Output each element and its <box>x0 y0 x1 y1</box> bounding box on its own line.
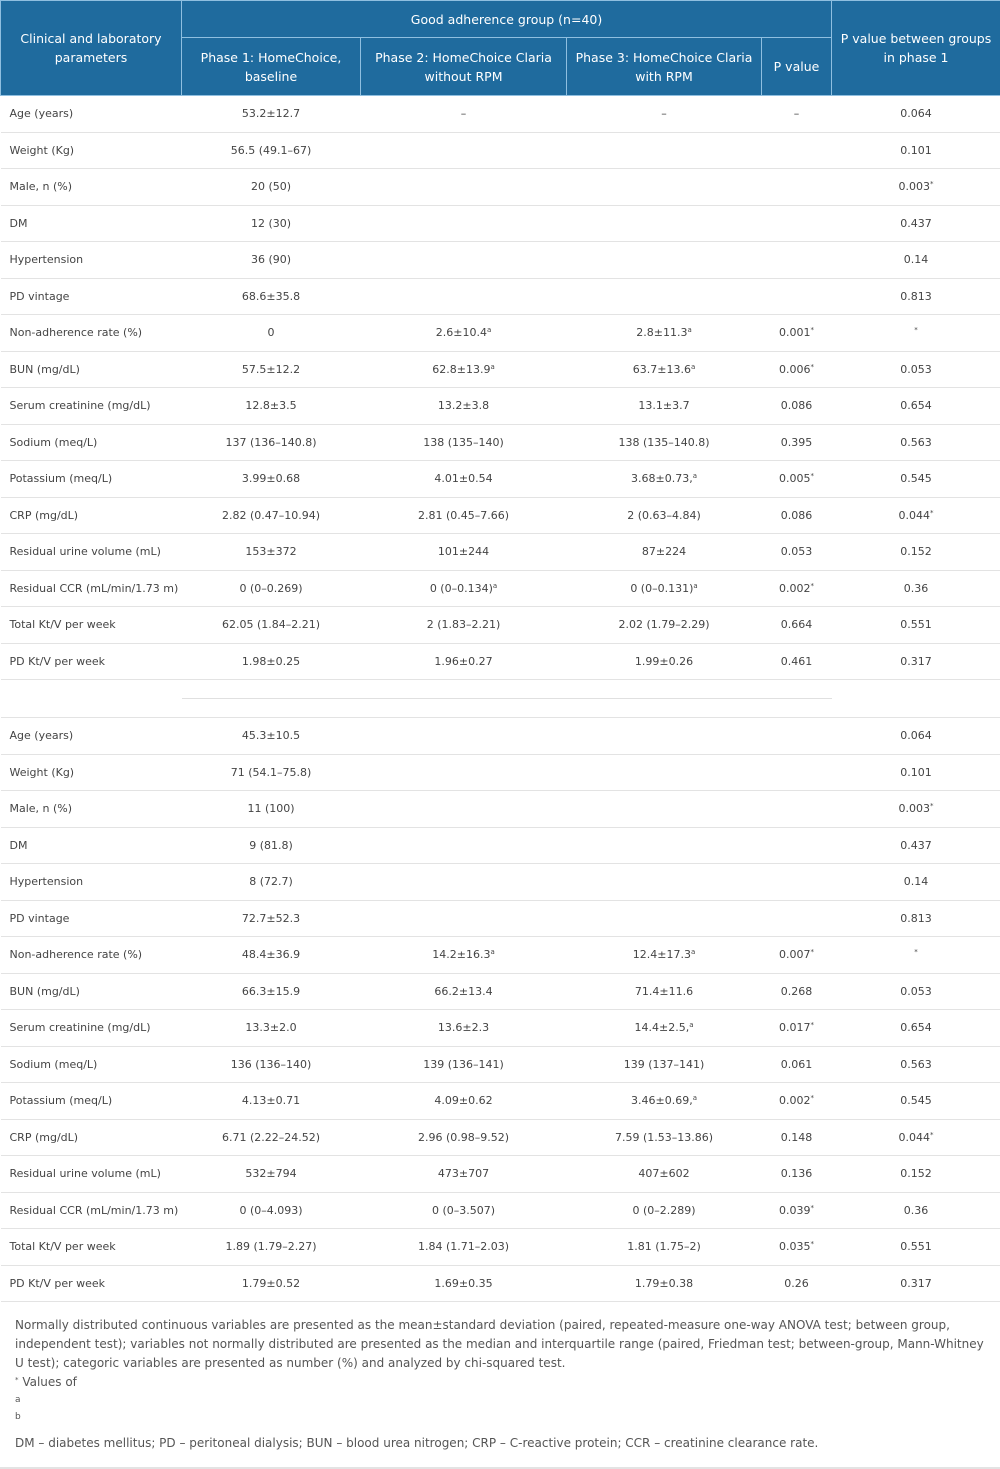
table-row <box>1 351 1000 388</box>
p-value: 0.664 <box>762 607 832 644</box>
table-row <box>1 534 1000 571</box>
phase1-value: 45.3±10.5 <box>182 718 361 755</box>
p-between-groups: 0.064 <box>832 96 1000 133</box>
p-between-groups: 0.101 <box>832 132 1000 169</box>
p-between-groups: 0.563 <box>832 424 1000 461</box>
table-row <box>1 1229 1000 1266</box>
phase3-value: 3.68±0.73,$^a$ <box>567 461 762 498</box>
p-between-groups: 0.813 <box>832 900 1000 937</box>
phase1-value: 0 (0–4.093) <box>182 1192 361 1229</box>
separator-cell <box>832 680 1000 699</box>
p-between-groups: 0.813 <box>832 278 1000 315</box>
phase1-value: 53.2±12.7 <box>182 96 361 133</box>
phase2-value: 2.81 (0.45–7.66) <box>361 497 567 534</box>
p-value: 0.039* <box>762 1192 832 1229</box>
phase1-value: 532±794 <box>182 1156 361 1193</box>
p-value: – <box>762 96 832 133</box>
phase3-value: 1.79±0.38 <box>567 1265 762 1302</box>
phase3-value: 13.1±3.7 <box>567 388 762 425</box>
phase1-value: 3.99±0.68 <box>182 461 361 498</box>
phase1-value: 12.8±3.5 <box>182 388 361 425</box>
table-header <box>1 1 1000 96</box>
p-value: 0.086 <box>762 388 832 425</box>
parameter-label: PD vintage <box>1 900 182 937</box>
table-row <box>1 1046 1000 1083</box>
phase2-value <box>361 900 567 937</box>
header-phase-2: Phase 2: HomeChoice Claria without RPM <box>361 38 567 96</box>
phase3-value: 14.4±2.5,$^a$ <box>567 1010 762 1047</box>
p-between-groups: 0.044* <box>832 1119 1000 1156</box>
phase1-value: 9 (81.8) <box>182 827 361 864</box>
table-row <box>1 570 1000 607</box>
phase2-value: 62.8±13.9$^a$ <box>361 351 567 388</box>
phase1-value: 153±372 <box>182 534 361 571</box>
p-value: 0.053 <box>762 534 832 571</box>
p-value <box>762 169 832 206</box>
p-between-groups: 0.003* <box>832 791 1000 828</box>
p-value: 0.26 <box>762 1265 832 1302</box>
phase1-value: 66.3±15.9 <box>182 973 361 1010</box>
phase1-value: 137 (136–140.8) <box>182 424 361 461</box>
phase1-value: 56.5 (49.1–67) <box>182 132 361 169</box>
phase1-value: 36 (90) <box>182 242 361 279</box>
separator-line <box>182 680 832 699</box>
p-value: 0.136 <box>762 1156 832 1193</box>
phase3-value: 63.7±13.6$^a$ <box>567 351 762 388</box>
phase3-value <box>567 242 762 279</box>
phase1-value: 68.6±35.8 <box>182 278 361 315</box>
methods-note: Normally distributed continuous variables are presented as the mean±standard deviation (paired, repeated-measure one-way ANOVA test; between group, independent test); variables not normally distributed are presented as the median and interquartile range (paired, Friedman test; between-group, Mann-Whitney U test); categoric variables are presented as number (%) and analyzed by chi-squared test. <box>15 1316 985 1373</box>
phase1-value: 12 (30) <box>182 205 361 242</box>
phase3-value <box>567 205 762 242</box>
parameter-label: Total Kt/V per week <box>1 1229 182 1266</box>
phase2-value: 0 $(0-0.134)^a$ <box>361 570 567 607</box>
phase1-value: 71 (54.1–75.8) <box>182 754 361 791</box>
table-footnotes <box>0 1302 1000 1469</box>
phase2-value: 138 (135–140) <box>361 424 567 461</box>
p-value: 0.086 <box>762 497 832 534</box>
phase2-value <box>361 718 567 755</box>
phase3-value: – <box>567 96 762 133</box>
p-between-groups: 0.003* <box>832 169 1000 206</box>
phase3-value <box>567 169 762 206</box>
table-row <box>1 169 1000 206</box>
phase2-value: 139 (136–141) <box>361 1046 567 1083</box>
phase2-value: 2.6±10.4$^a$ <box>361 315 567 352</box>
table-row <box>1 388 1000 425</box>
phase2-value: 1.69±0.35 <box>361 1265 567 1302</box>
parameter-label: PD Kt/V per week <box>1 643 182 680</box>
p-between-groups: * <box>832 315 1000 352</box>
phase3-value: 7.59 (1.53–13.86) <box>567 1119 762 1156</box>
p-between-groups: 0.064 <box>832 718 1000 755</box>
p-value: 0.461 <box>762 643 832 680</box>
parameter-label: Hypertension <box>1 864 182 901</box>
phase1-value: 2.82 (0.47–10.94) <box>182 497 361 534</box>
phase3-value: 407±602 <box>567 1156 762 1193</box>
table-row <box>1 278 1000 315</box>
phase2-value: – <box>361 96 567 133</box>
p-value: 0.268 <box>762 973 832 1010</box>
separator-cell <box>1 699 1000 718</box>
phase3-value: 0 $(0-0.131)^a$ <box>567 570 762 607</box>
parameter-label: Sodium (meq/L) <box>1 424 182 461</box>
table-row <box>1 607 1000 644</box>
footnote-a: a <box>15 1392 985 1409</box>
parameter-label: Male, n (%) <box>1 791 182 828</box>
phase2-value: 0 (0–3.507) <box>361 1192 567 1229</box>
parameter-label: Residual CCR (mL/min/1.73 m) <box>1 1192 182 1229</box>
table-row <box>1 1192 1000 1229</box>
phase2-value <box>361 205 567 242</box>
phase1-value: 62.05 (1.84–2.21) <box>182 607 361 644</box>
phase1-value: 20 (50) <box>182 169 361 206</box>
phase3-value <box>567 791 762 828</box>
parameter-label: PD Kt/V per week <box>1 1265 182 1302</box>
p-value <box>762 278 832 315</box>
phase3-value: 12.4±17.3$^a$ <box>567 937 762 974</box>
phase2-value <box>361 827 567 864</box>
phase3-value <box>567 718 762 755</box>
phase1-value: 0 <box>182 315 361 352</box>
p-between-groups: 0.545 <box>832 1083 1000 1120</box>
phase2-value: 101±244 <box>361 534 567 571</box>
section-good-adherence <box>1 96 1000 680</box>
phase3-value <box>567 864 762 901</box>
table-row <box>1 315 1000 352</box>
parameter-label: Potassium (meq/L) <box>1 1083 182 1120</box>
phase3-value: 2.8±11.3$^a$ <box>567 315 762 352</box>
phase2-value: 473±707 <box>361 1156 567 1193</box>
p-between-groups: * <box>832 937 1000 974</box>
phase2-value <box>361 132 567 169</box>
header-p-value: P value <box>762 38 832 96</box>
phase3-value: 1.99±0.26 <box>567 643 762 680</box>
phase1-value: 57.5±12.2 <box>182 351 361 388</box>
parameter-label: PD vintage <box>1 278 182 315</box>
header-parameters: Clinical and laboratory parameters <box>1 1 182 96</box>
phase3-value: 3.46±0.69,$^a$ <box>567 1083 762 1120</box>
table-row <box>1 461 1000 498</box>
phase2-value: 66.2±13.4 <box>361 973 567 1010</box>
p-between-groups: 0.152 <box>832 1156 1000 1193</box>
footnote-b: b <box>15 1409 985 1426</box>
p-value: 0.006* <box>762 351 832 388</box>
phase1-value: 72.7±52.3 <box>182 900 361 937</box>
star-note: * Values of <box>15 1373 985 1392</box>
section-poor-adherence <box>1 718 1000 1302</box>
phase3-value <box>567 132 762 169</box>
phase3-value <box>567 827 762 864</box>
table-row <box>1 132 1000 169</box>
phase3-value <box>567 278 762 315</box>
phase3-value: 0 (0–2.289) <box>567 1192 762 1229</box>
parameter-label: BUN (mg/dL) <box>1 973 182 1010</box>
table-row <box>1 1010 1000 1047</box>
phase1-value: 11 (100) <box>182 791 361 828</box>
phase2-value <box>361 754 567 791</box>
abbreviations-note: DM – diabetes mellitus; PD – peritoneal dialysis; BUN – blood urea nitrogen; CRP – C-reactive protein; CCR – creatinine clearance rate. <box>15 1434 985 1453</box>
phase2-value: 2 (1.83–2.21) <box>361 607 567 644</box>
table-row <box>1 1156 1000 1193</box>
phase1-value: 1.79±0.52 <box>182 1265 361 1302</box>
table-row <box>1 1119 1000 1156</box>
p-between-groups: 0.654 <box>832 388 1000 425</box>
table-row <box>1 643 1000 680</box>
parameter-label: DM <box>1 205 182 242</box>
p-between-groups: 0.14 <box>832 242 1000 279</box>
phase2-value: 2.96 (0.98–9.52) <box>361 1119 567 1156</box>
phase1-value: 4.13±0.71 <box>182 1083 361 1120</box>
p-between-groups: 0.654 <box>832 1010 1000 1047</box>
phase2-value: 13.6±2.3 <box>361 1010 567 1047</box>
p-value <box>762 900 832 937</box>
p-value: 0.005* <box>762 461 832 498</box>
p-value: 0.148 <box>762 1119 832 1156</box>
phase1-value: 136 (136–140) <box>182 1046 361 1083</box>
phase1-value: 0 (0–0.269) <box>182 570 361 607</box>
phase3-value: 1.81 (1.75–2) <box>567 1229 762 1266</box>
phase2-value: 4.09±0.62 <box>361 1083 567 1120</box>
p-between-groups: 0.437 <box>832 205 1000 242</box>
table-row <box>1 718 1000 755</box>
p-between-groups: 0.101 <box>832 754 1000 791</box>
table-row <box>1 1265 1000 1302</box>
phase1-value: 8 (72.7) <box>182 864 361 901</box>
parameter-label: Weight (Kg) <box>1 754 182 791</box>
p-value: 0.017* <box>762 1010 832 1047</box>
phase3-value: 87±224 <box>567 534 762 571</box>
parameter-label: CRP (mg/dL) <box>1 497 182 534</box>
table-row <box>1 1083 1000 1120</box>
parameter-label: Non-adherence rate (%) <box>1 937 182 974</box>
p-between-groups: 0.437 <box>832 827 1000 864</box>
p-between-groups: 0.551 <box>832 607 1000 644</box>
table-row <box>1 205 1000 242</box>
p-value <box>762 754 832 791</box>
p-value: 0.061 <box>762 1046 832 1083</box>
table-row <box>1 864 1000 901</box>
parameter-label: Residual CCR (mL/min/1.73 m) <box>1 570 182 607</box>
header-phase-3: Phase 3: HomeChoice Claria with RPM <box>567 38 762 96</box>
phase2-value: 1.84 (1.71–2.03) <box>361 1229 567 1266</box>
p-value: 0.035* <box>762 1229 832 1266</box>
phase2-value <box>361 242 567 279</box>
phase2-value <box>361 278 567 315</box>
p-between-groups: 0.152 <box>832 534 1000 571</box>
phase3-value: 2 (0.63–4.84) <box>567 497 762 534</box>
table-row <box>1 791 1000 828</box>
p-value <box>762 827 832 864</box>
parameter-label: Sodium (meq/L) <box>1 1046 182 1083</box>
p-value: 0.002* <box>762 1083 832 1120</box>
parameter-label: Age (years) <box>1 718 182 755</box>
parameter-label: Age (years) <box>1 96 182 133</box>
p-value <box>762 132 832 169</box>
parameter-label: Potassium (meq/L) <box>1 461 182 498</box>
phase2-value <box>361 169 567 206</box>
parameter-label: Male, n (%) <box>1 169 182 206</box>
phase1-value: 1.98±0.25 <box>182 643 361 680</box>
parameter-label: Serum creatinine (mg/dL) <box>1 388 182 425</box>
parameter-label: CRP (mg/dL) <box>1 1119 182 1156</box>
p-between-groups: 0.317 <box>832 1265 1000 1302</box>
phase3-value <box>567 900 762 937</box>
table-row <box>1 497 1000 534</box>
phase2-value: 13.2±3.8 <box>361 388 567 425</box>
p-between-groups: 0.563 <box>832 1046 1000 1083</box>
phase3-value: 139 (137–141) <box>567 1046 762 1083</box>
p-between-groups: 0.14 <box>832 864 1000 901</box>
phase1-value: 6.71 (2.22–24.52) <box>182 1119 361 1156</box>
p-value <box>762 242 832 279</box>
p-between-groups: 0.053 <box>832 973 1000 1010</box>
parameter-label: Residual urine volume (mL) <box>1 1156 182 1193</box>
parameter-label: Hypertension <box>1 242 182 279</box>
p-value: 0.395 <box>762 424 832 461</box>
phase1-value: 48.4±36.9 <box>182 937 361 974</box>
table-row <box>1 827 1000 864</box>
p-between-groups: 0.36 <box>832 1192 1000 1229</box>
table-row <box>1 754 1000 791</box>
phase2-value <box>361 791 567 828</box>
table-row <box>1 937 1000 974</box>
phase1-value: 13.3±2.0 <box>182 1010 361 1047</box>
parameter-label: Serum creatinine (mg/dL) <box>1 1010 182 1047</box>
table-row <box>1 96 1000 133</box>
table-row <box>1 900 1000 937</box>
separator-cell <box>1 680 182 699</box>
section-separator <box>1 680 1000 718</box>
p-between-groups: 0.044* <box>832 497 1000 534</box>
p-between-groups: 0.36 <box>832 570 1000 607</box>
phase3-value: 71.4±11.6 <box>567 973 762 1010</box>
phase2-value: 4.01±0.54 <box>361 461 567 498</box>
table-row <box>1 424 1000 461</box>
phase3-value <box>567 754 762 791</box>
header-p-between-groups: P value between groups in phase 1 <box>832 1 1000 96</box>
phase3-value: 138 (135–140.8) <box>567 424 762 461</box>
parameter-label: Non-adherence rate (%) <box>1 315 182 352</box>
p-between-groups: 0.545 <box>832 461 1000 498</box>
header-good-adherence-group: Good adherence group (n=40) <box>182 1 832 38</box>
p-between-groups: 0.053 <box>832 351 1000 388</box>
parameter-label: Weight (Kg) <box>1 132 182 169</box>
p-between-groups: 0.317 <box>832 643 1000 680</box>
p-between-groups: 0.551 <box>832 1229 1000 1266</box>
table-row <box>1 242 1000 279</box>
parameter-label: Residual urine volume (mL) <box>1 534 182 571</box>
header-phase-1: Phase 1: HomeChoice, baseline <box>182 38 361 96</box>
phase3-value: 2.02 (1.79–2.29) <box>567 607 762 644</box>
p-value: 0.002* <box>762 570 832 607</box>
p-value <box>762 718 832 755</box>
phase2-value: 14.2±16.3$^a$ <box>361 937 567 974</box>
phase1-value: 1.89 (1.79–2.27) <box>182 1229 361 1266</box>
parameter-label: BUN (mg/dL) <box>1 351 182 388</box>
phase2-value <box>361 864 567 901</box>
p-value: 0.001* <box>762 315 832 352</box>
p-value <box>762 791 832 828</box>
table-row <box>1 973 1000 1010</box>
phase2-value: 1.96±0.27 <box>361 643 567 680</box>
p-value <box>762 205 832 242</box>
p-value <box>762 864 832 901</box>
parameter-label: Total Kt/V per week <box>1 607 182 644</box>
p-value: 0.007* <box>762 937 832 974</box>
parameter-label: DM <box>1 827 182 864</box>
